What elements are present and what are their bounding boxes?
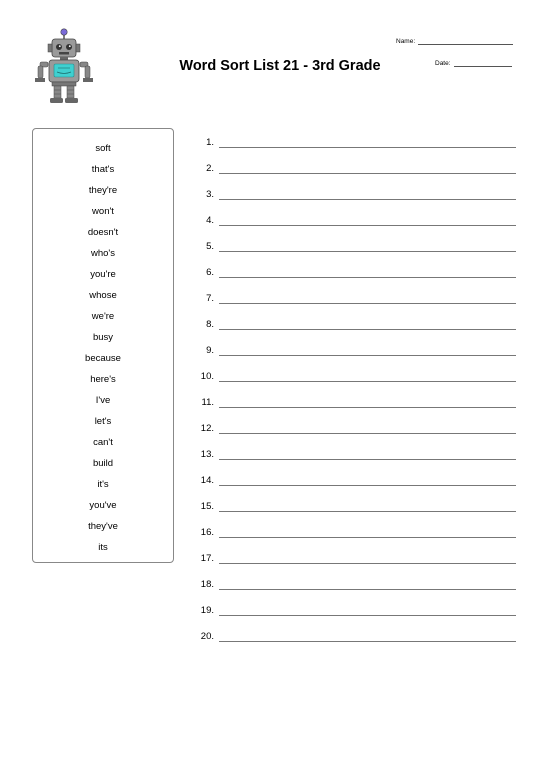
name-field[interactable] — [396, 37, 513, 45]
answer-number: 7. — [206, 293, 214, 304]
word-list-item: you've — [89, 500, 117, 511]
page-title: Word Sort List 21 - 3rd Grade — [179, 58, 381, 74]
answer-line[interactable] — [219, 459, 516, 460]
answer-number: 20. — [200, 631, 214, 642]
word-list-item: build — [92, 458, 114, 469]
answer-line[interactable] — [219, 407, 516, 408]
answer-number: 5. — [206, 241, 214, 252]
word-list-item: I've — [95, 395, 111, 406]
word-list-item: won't — [92, 206, 114, 217]
answer-number: 19. — [200, 605, 214, 616]
name-label: Name: — [396, 38, 416, 45]
word-list-item: let's — [94, 416, 112, 427]
word-list-item: they've — [88, 521, 118, 532]
robot-icon — [32, 28, 96, 104]
answer-line[interactable] — [219, 485, 516, 486]
answer-line[interactable] — [219, 433, 516, 434]
word-bank — [32, 128, 174, 563]
answer-row — [196, 345, 516, 357]
answer-number: 9. — [206, 345, 214, 356]
answer-row — [196, 189, 516, 201]
word-list-item: can't — [93, 437, 113, 448]
answer-row — [196, 553, 516, 565]
name-blank[interactable] — [418, 37, 513, 45]
answer-row — [196, 137, 516, 149]
answer-number: 6. — [206, 267, 214, 278]
answer-number: 3. — [206, 189, 214, 200]
answer-number: 8. — [206, 319, 214, 330]
word-list-item: that's — [91, 164, 115, 175]
answer-line[interactable] — [219, 563, 516, 564]
answer-line[interactable] — [219, 277, 516, 278]
word-list-item: its — [98, 542, 108, 553]
answer-line[interactable] — [219, 173, 516, 174]
answer-number: 4. — [206, 215, 214, 226]
answer-row — [196, 449, 516, 461]
answer-number: 16. — [200, 527, 214, 538]
answer-line[interactable] — [219, 329, 516, 330]
answer-row — [196, 527, 516, 539]
word-list-item: it's — [97, 479, 109, 490]
answer-number: 11. — [201, 397, 214, 408]
answer-line[interactable] — [219, 511, 516, 512]
answer-number: 10. — [200, 371, 214, 382]
answer-row — [196, 163, 516, 175]
answer-row — [196, 267, 516, 279]
answer-number: 13. — [200, 449, 214, 460]
answer-row — [196, 475, 516, 487]
answer-line[interactable] — [219, 589, 516, 590]
answer-line[interactable] — [219, 537, 516, 538]
word-list-item: who's — [91, 248, 115, 259]
answer-row — [196, 423, 516, 435]
word-list-item: we're — [91, 311, 115, 322]
word-list-item: soft — [95, 143, 111, 154]
answer-number: 18. — [200, 579, 214, 590]
answer-number: 17. — [200, 553, 214, 564]
answer-line[interactable] — [219, 381, 516, 382]
word-list-item: here's — [90, 374, 116, 385]
answer-row — [196, 241, 516, 253]
answer-row — [196, 397, 516, 409]
answer-line[interactable] — [219, 251, 516, 252]
answer-line[interactable] — [219, 147, 516, 148]
answer-row — [196, 293, 516, 305]
answer-row — [196, 605, 516, 617]
answer-line[interactable] — [219, 303, 516, 304]
answer-row — [196, 371, 516, 383]
word-list-item: busy — [92, 332, 114, 343]
date-label: Date: — [435, 60, 451, 67]
answer-row — [196, 501, 516, 513]
answer-row — [196, 319, 516, 331]
answer-line[interactable] — [219, 615, 516, 616]
answer-line[interactable] — [219, 225, 516, 226]
word-list-item: you're — [90, 269, 116, 280]
date-field[interactable] — [435, 59, 512, 67]
word-list-item: they're — [88, 185, 118, 196]
answer-row — [196, 215, 516, 227]
answer-line[interactable] — [219, 355, 516, 356]
answer-row — [196, 631, 516, 643]
answer-number: 12. — [200, 423, 214, 434]
word-list-item: whose — [89, 290, 117, 301]
answer-number: 15. — [200, 501, 214, 512]
answer-number: 14. — [200, 475, 214, 486]
answer-number: 1. — [206, 137, 214, 148]
answer-number: 2. — [206, 163, 214, 174]
answer-line[interactable] — [219, 199, 516, 200]
answer-line[interactable] — [219, 641, 516, 642]
date-blank[interactable] — [454, 59, 512, 67]
word-list-item: doesn't — [87, 227, 119, 238]
word-list-item: because — [85, 353, 121, 364]
answer-row — [196, 579, 516, 591]
